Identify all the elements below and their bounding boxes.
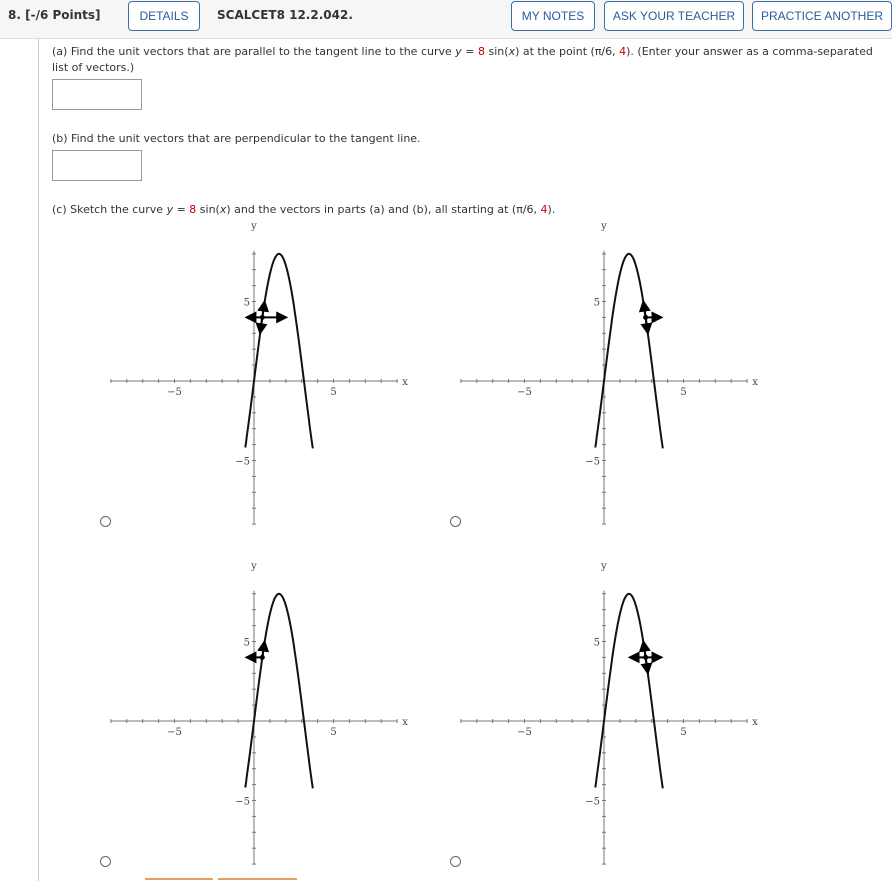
x-tick-label: 5 xyxy=(330,387,337,398)
y-axis-label: y xyxy=(601,221,607,232)
points-label: [-/6 Points] xyxy=(25,8,101,22)
ask-teacher-button[interactable]: ASK YOUR TEACHER xyxy=(604,1,744,31)
part-b-answer-input[interactable] xyxy=(52,150,142,181)
curve xyxy=(595,594,663,789)
x-tick-label: −5 xyxy=(167,387,182,398)
base-point xyxy=(260,655,265,660)
curve xyxy=(245,254,312,449)
y-axis-label: y xyxy=(251,221,257,232)
base-point xyxy=(260,315,265,320)
x-tick-label: −5 xyxy=(517,387,532,398)
curve xyxy=(245,594,312,789)
part-a-text: (a) Find the unit vectors that are parallel to the tangent line to the curve y = 8 sin(x) at the point (π/6, 4). (Enter your answer as a comma-separated list of vectors.) xyxy=(52,45,873,74)
y-tick-label: 5 xyxy=(243,297,250,309)
curve xyxy=(595,254,663,449)
y-tick-label: −5 xyxy=(235,796,250,808)
practice-another-button[interactable]: PRACTICE ANOTHER xyxy=(752,1,892,31)
x-tick-label: −5 xyxy=(167,727,182,738)
y-axis-label: y xyxy=(251,561,257,572)
question-number: 8. [-/6 Points] xyxy=(8,8,101,22)
graph-svg xyxy=(450,220,800,550)
y-tick-label: 5 xyxy=(593,637,600,649)
x-axis-label: x xyxy=(402,717,408,728)
details-button[interactable]: DETAILS xyxy=(128,1,200,31)
graph-svg xyxy=(450,560,800,890)
question-header xyxy=(0,0,892,39)
graph-option-3 xyxy=(100,560,450,890)
y-axis-label: y xyxy=(601,561,607,572)
graph-svg xyxy=(100,560,450,890)
problem-code: SCALCET8 12.2.042. xyxy=(217,8,353,22)
x-tick-label: 5 xyxy=(680,727,687,738)
y-tick-label: −5 xyxy=(585,796,600,808)
y-tick-label: 5 xyxy=(243,637,250,649)
x-axis-label: x xyxy=(402,377,408,388)
content-divider xyxy=(38,39,39,881)
x-tick-label: 5 xyxy=(680,387,687,398)
base-point xyxy=(643,655,648,660)
graph-option-2 xyxy=(450,220,800,550)
y-tick-label: −5 xyxy=(585,456,600,468)
part-c-text: (c) Sketch the curve y = 8 sin(x) and the vectors in parts (a) and (b), all starting at (π/6, 4). xyxy=(52,203,556,216)
x-axis-label: x xyxy=(752,717,758,728)
base-point xyxy=(643,315,648,320)
x-tick-label: 5 xyxy=(330,727,337,738)
graph-svg xyxy=(100,220,450,550)
y-tick-label: −5 xyxy=(235,456,250,468)
part-b-text: (b) Find the unit vectors that are perpendicular to the tangent line. xyxy=(52,132,421,145)
graph-option-1 xyxy=(100,220,450,550)
x-axis-label: x xyxy=(752,377,758,388)
graph-option-4 xyxy=(450,560,800,890)
part-a-answer-input[interactable] xyxy=(52,79,142,110)
x-tick-label: −5 xyxy=(517,727,532,738)
my-notes-button[interactable]: MY NOTES xyxy=(511,1,595,31)
y-tick-label: 5 xyxy=(593,297,600,309)
